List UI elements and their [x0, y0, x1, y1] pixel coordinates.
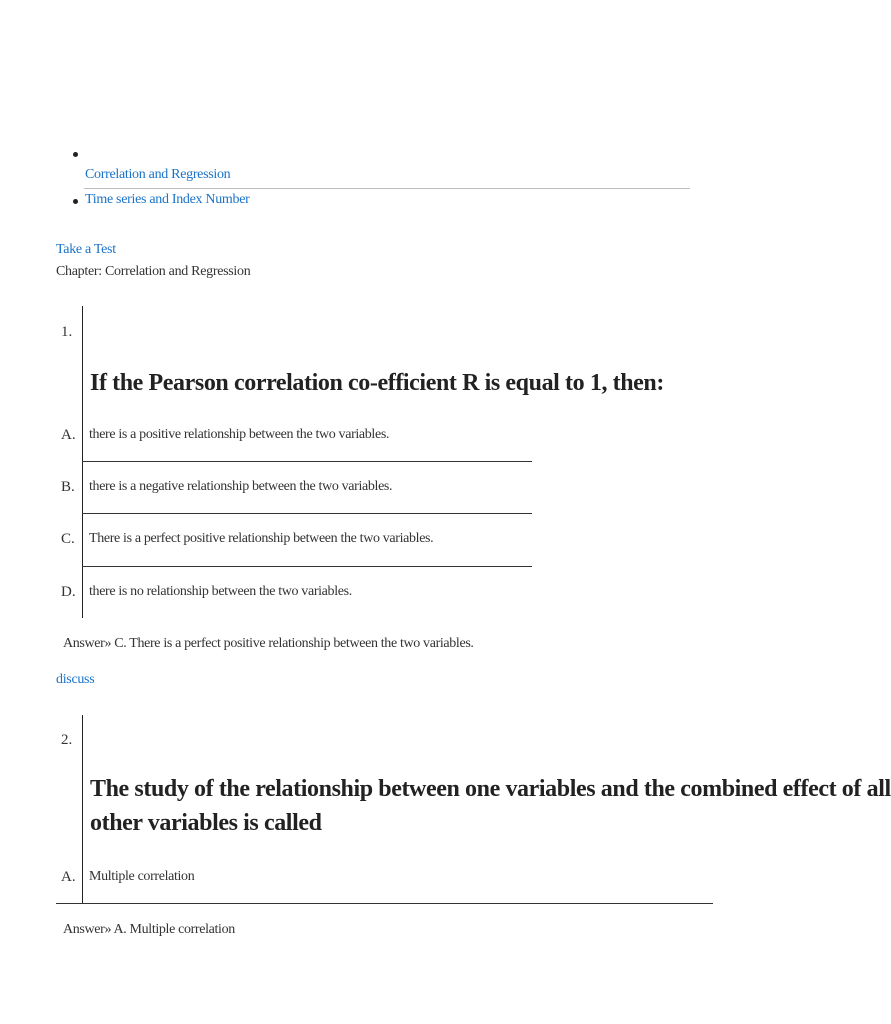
- bullet-icon: [73, 152, 78, 157]
- option-letter: A.: [61, 427, 76, 443]
- question-title-line-1: The study of the relationship between one variables and the combined effect of all: [90, 776, 891, 802]
- chapter-label: Chapter: Correlation and Regression: [56, 264, 251, 279]
- discuss-link[interactable]: discuss: [56, 672, 95, 687]
- option-letter: A.: [61, 869, 76, 885]
- option-text[interactable]: there is no relationship between the two variables.: [89, 584, 352, 599]
- nav-item-correlation-and-regression[interactable]: Correlation and Regression: [85, 167, 231, 182]
- option-separator: [82, 513, 532, 514]
- question-divider-line: [82, 306, 83, 618]
- answer-text: Answer» A. Multiple correlation: [63, 922, 235, 937]
- question-divider-line: [82, 715, 83, 904]
- option-letter: B.: [61, 479, 75, 495]
- option-letter: D.: [61, 584, 76, 600]
- option-text[interactable]: there is a negative relationship between the two variables.: [89, 479, 393, 494]
- take-a-test-link[interactable]: Take a Test: [56, 242, 116, 257]
- nav-divider: [84, 188, 690, 189]
- nav-item-time-series-and-index-number[interactable]: Time series and Index Number: [85, 192, 250, 207]
- question-title-line-2: other variables is called: [90, 810, 322, 836]
- option-text[interactable]: There is a perfect positive relationship between the two variables.: [89, 531, 434, 546]
- question-number: 2.: [61, 732, 73, 748]
- question-title: If the Pearson correlation co-efficient R is equal to 1, then:: [90, 370, 664, 396]
- answer-text: Answer» C. There is a perfect positive relationship between the two variables.: [63, 636, 474, 651]
- option-text[interactable]: Multiple correlation: [89, 869, 195, 884]
- option-separator: [56, 903, 713, 904]
- option-separator: [82, 566, 532, 567]
- option-text[interactable]: there is a positive relationship between the two variables.: [89, 427, 390, 442]
- question-number: 1.: [61, 324, 73, 340]
- option-separator: [82, 461, 532, 462]
- option-letter: C.: [61, 531, 75, 547]
- bullet-icon: [73, 199, 78, 204]
